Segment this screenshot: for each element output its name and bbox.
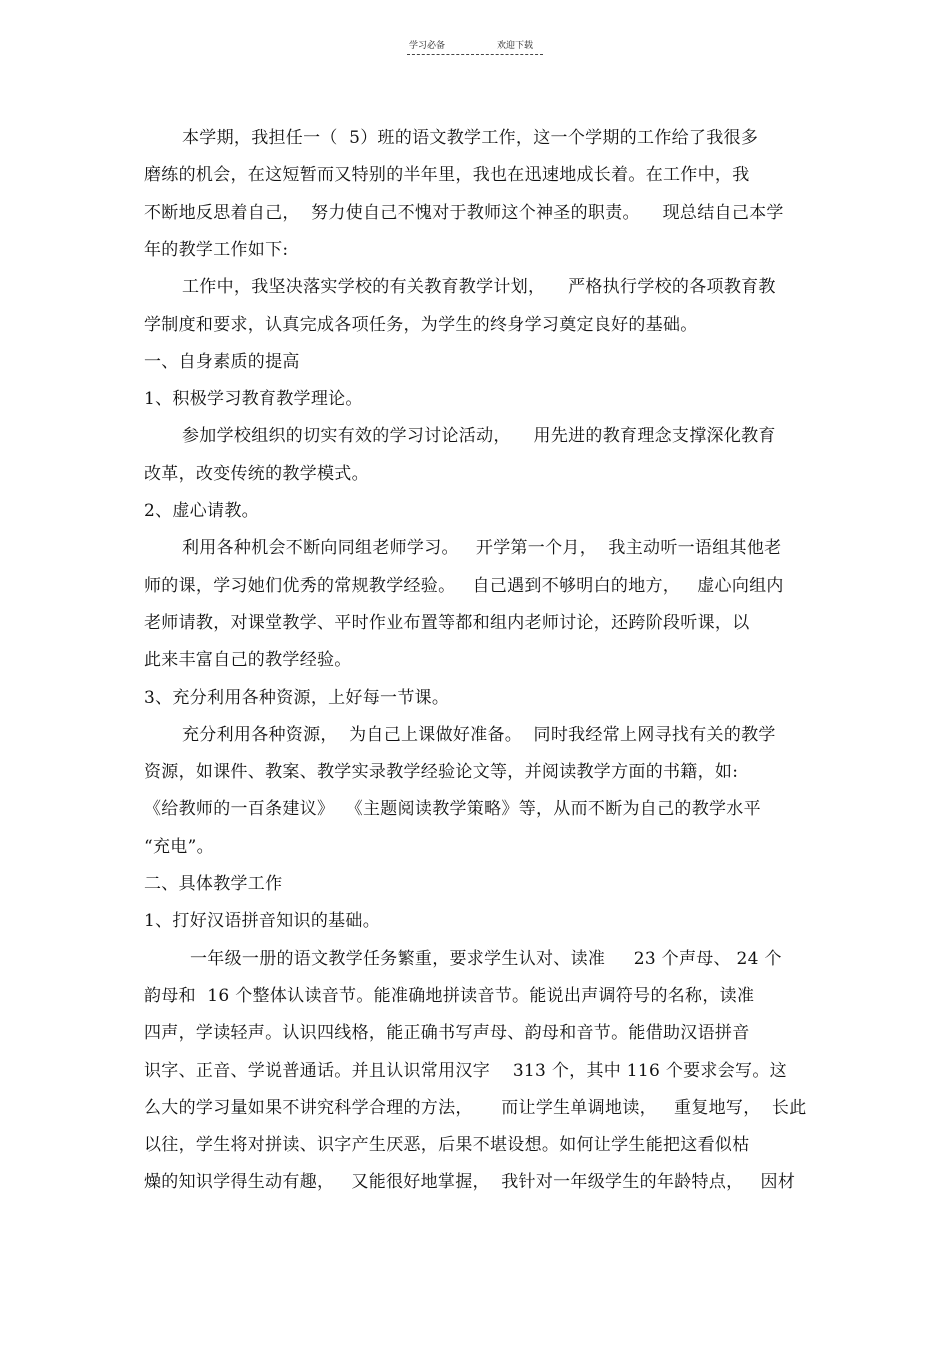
text-line: 3、充分利用各种资源，上好每一节课。 — [144, 688, 450, 708]
text-line: 《给教师的一百条建议》 《主题阅读教学策略》等，从而不断为自己的教学水平 — [144, 799, 761, 819]
text-line: 学制度和要求，认真完成各项任务，为学生的终身学习奠定良好的基础。 — [144, 315, 698, 335]
text-line: 一、自身素质的提高 — [144, 352, 300, 372]
header-right-text: 欢迎下载 — [497, 41, 534, 51]
text-line: 利用各种机会不断向同组老师学习。 开学第一个月， 我主动听一语组其他老 — [182, 538, 782, 558]
text-line: 师的课，学习她们优秀的常规教学经验。 自己遇到不够明白的地方， 虚心向组内 — [144, 576, 784, 596]
page-header — [407, 38, 543, 58]
text-line: 1、积极学习教育教学理论。 — [144, 389, 363, 409]
text-line: 资源，如课件、教案、教学实录教学经验论文等，并阅读教学方面的书籍，如: — [144, 762, 739, 782]
text-line: 以往，学生将对拼读、识字产生厌恶，后果不堪设想。如何让学生能把这看似枯 — [144, 1135, 750, 1155]
text-line: 磨练的机会，在这短暂而又特别的半年里，我也在迅速地成长着。在工作中，我 — [144, 165, 750, 185]
text-line: 改革，改变传统的教学模式。 — [144, 464, 369, 484]
text-line: 不断地反思着自己， 努力使自己不愧对于教师这个神圣的职责。 现总结自己本学 — [144, 203, 784, 223]
text-line: 老师请教，对课堂教学、平时作业布置等都和组内老师讨论，还跨阶段听课，以 — [144, 613, 750, 633]
text-line: 么大的学习量如果不讲究科学合理的方法， 而让学生单调地读， 重复地写， 长此 — [144, 1098, 807, 1118]
header-left-text: 学习必备 — [409, 41, 446, 51]
text-line: 充分利用各种资源， 为自己上课做好准备。 同时我经常上网寻找有关的教学 — [182, 725, 776, 745]
text-line: 2、虚心请教。 — [144, 501, 259, 521]
text-line: 二、具体教学工作 — [144, 874, 283, 894]
text-line: 年的教学工作如下: — [144, 240, 289, 260]
text-line: 参加学校组织的切实有效的学习讨论活动， 用先进的教育理念支撑深化教育 — [182, 426, 776, 446]
text-line: 韵母和 16 个整体认读音节。能准确地拼读音节。能说出声调符号的名称，读准 — [144, 986, 755, 1006]
text-line: 识字、正音、学说普通话。并且认识常用汉字 313 个，其中 116 个要求会写。这 — [144, 1061, 787, 1081]
text-line: 一年级一册的语文教学任务繁重，要求学生认对、读准 23 个声母、 24 个 — [190, 949, 782, 969]
text-line: 此来丰富自己的教学经验。 — [144, 650, 352, 670]
text-line: 工作中，我坚决落实学校的有关教育教学计划， 严格执行学校的各项教育教 — [182, 277, 776, 297]
text-line: 四声，学读轻声。认识四线格，能正确书写声母、韵母和音节。能借助汉语拼音 — [144, 1023, 750, 1043]
text-line: “充电”。 — [144, 837, 214, 857]
text-line: 本学期，我担任一（ 5）班的语文教学工作，这一个学期的工作给了我很多 — [182, 128, 759, 148]
header-divider — [407, 54, 543, 55]
text-line: 1、打好汉语拼音知识的基础。 — [144, 911, 381, 931]
text-line: 燥的知识学得生动有趣， 又能很好地掌握， 我针对一年级学生的年龄特点， 因材 — [144, 1172, 796, 1192]
